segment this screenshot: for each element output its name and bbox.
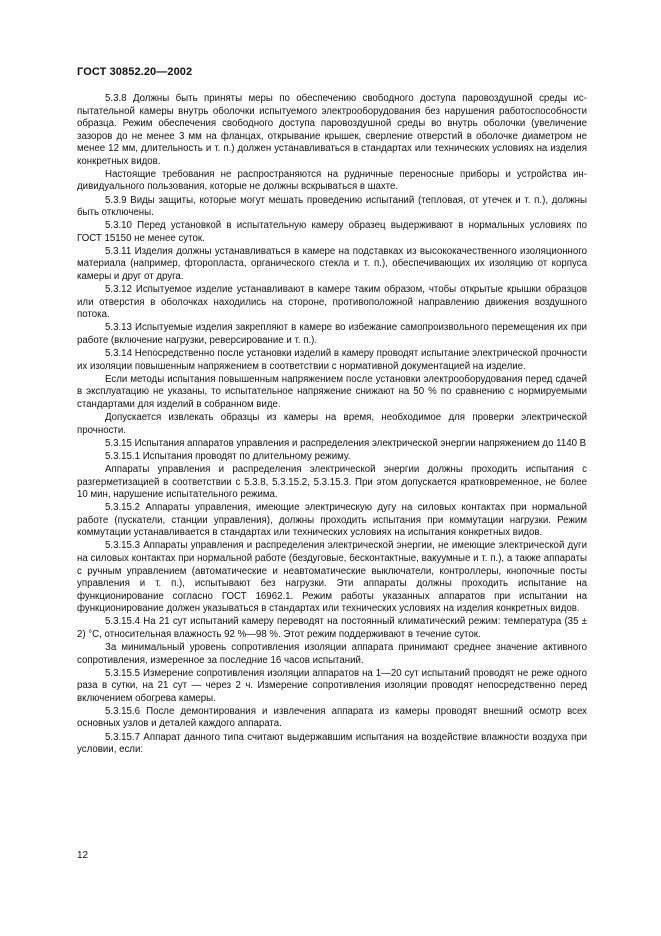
paragraph: Настоящие требования не распространяются на рудничные переносные приборы и устройства индивидуального пользования, которые не должны вскрываться в шахте. <box>77 168 587 193</box>
paragraph: 5.3.15.1 Испытания проводят по длительному режиму. <box>105 450 351 462</box>
paragraph: 5.3.15.5 Измерение сопротивления изоляции аппаратов на 1—20 сут испытаний проводят не реже одного раза в сутки, на 21 сут — через 2 ч. Измерение сопротивления изоляции проводят непосредственно перед включением обогрева камеры. <box>77 667 587 704</box>
paragraph: 5.3.15.6 После демонтирования и извлечения аппарата из камеры проводят внешний осмотр всех основных узлов и деталей каждого аппарата. <box>77 705 587 730</box>
paragraph: 5.3.14 Непосредственно после установки изделий в камеру проводят испытание электрической прочности их изоляции повышенным напряжением в соответствии с нормативной документацией на изделие. <box>77 348 587 372</box>
paragraph: 5.3.9 Виды защиты, которые могут мешать проведению испытаний (тепловая, от утечек и т. п.), должны быть отключены. <box>77 194 587 219</box>
paragraph: 5.3.8 Должны быть приняты меры по обеспечению свободного доступа паровоздушной среды испытательной камеры внутрь оболочки испытуемого электрооборудования без нарушения работоспособности образца. Режим обеспечения свободного доступа паровоздушной среды во внутрь оболочки (увеличение зазоров до не менее 3 мм на фланцах, открывание крышек, сверление отверстий в оболочке диаметром не менее 12 мм, длительность и т. п.) должен устанавливаться в стандартах или технических условиях на изделия конкретных видов. <box>77 93 587 167</box>
paragraph: 5.3.12 Испытуемое изделие устанавливают в камере таким образом, чтобы открытые крышки образцов или отверстия в оболочках находились на стороне, противоположной направлению движения воздушного потока. <box>77 284 587 321</box>
paragraph: 5.3.13 Испытуемые изделия закрепляют в камере во избежание самопроизвольного перемещения их при работе (включение нагрузки, реверсирование и т. п.). <box>77 322 587 346</box>
paragraph: 5.3.15.3 Аппараты управления и распределения электрической энергии, не имеющие электрической дуги на силовых контактах при нормальной работе (бездуговые, бесконтактные, вакуумные и т. п.), а также аппараты с ручным управлением (автоматические и неавтоматические выключатели, контроллеры, кнопочные посты управления и т. п.), испытывают без нагрузки. Эти аппараты должны проходить испытание на функционирование согласно ГОСТ 16962.1. Режим работы указанных аппаратов при испытании на функционирование должен указываться в стандартах или технических условиях на изделия конкретных видов. <box>77 540 587 615</box>
paragraph: 5.3.10 Перед установкой в испытательную камеру образец выдерживают в нормальных условиях по ГОСТ 15150 не менее суток. <box>77 220 587 244</box>
document-header: ГОСТ 30852.20—2002 <box>77 66 193 78</box>
paragraph: 5.3.11 Изделия должны устанавливаться в камере на подставках из высококачественного изоляционного материала (например, фторопласта, органического стекла и т. п.), обеспечивающих их изоляцию от корпуса камеры и друг от друга. <box>77 245 587 283</box>
paragraph: Если методы испытания повышенным напряжением после установки электрооборудования перед сдачей в эксплуатацию не указаны, то испытательное напряжение снижают на 50 % по сравнению с нормируемыми стандартами для изделий в собранном виде. <box>77 373 587 410</box>
paragraph: 5.3.15.7 Аппарат данного типа считают выдержавшим испытания на воздействие влажности воздуха при условии, если: <box>77 731 587 756</box>
page-number: 12 <box>77 850 89 861</box>
paragraph: 5.3.15.4 На 21 сут испытаний камеру переводят на постоянный климатический режим: температура (35 ± 2) °С, относительная влажность 92 %—98 %. Этот режим поддерживают в течение суток. <box>77 616 587 640</box>
paragraph: Допускается извлекать образцы из камеры на время, необходимое для проверки электрической прочности. <box>77 412 587 436</box>
paragraph: За минимальный уровень сопротивления изоляции аппарата принимают среднее значение активного сопротивления, измеренное за последние 16 часов испытаний. <box>77 642 587 666</box>
paragraph: 5.3.15.2 Аппараты управления, имеющие электрическую дугу на силовых контактах при нормальной работе (пускатели, станции управления), должны проходить испытания при коммутации нагрузки. Режим коммутации устанавливается в стандартах или технических условиях на испытания конкретных видов. <box>77 502 587 539</box>
paragraph: Аппараты управления и распределения электрической энергии должны проходить испытания с разгерметизацией в соответствии с 5.3.8, 5.3.15.2, 5.3.15.3. При этом допускается кратковременное, не более 10 мин, нарушение испытательного режима. <box>77 463 587 501</box>
paragraph: 5.3.15 Испытания аппаратов управления и распределения электрической энергии напряжением до 1140 В <box>105 437 587 449</box>
document-body <box>77 93 587 757</box>
